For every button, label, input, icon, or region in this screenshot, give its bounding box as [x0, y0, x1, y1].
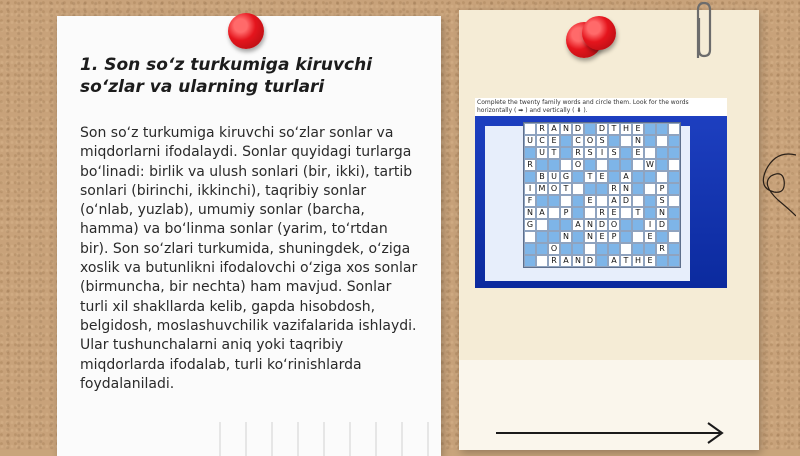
puzzle-cell — [632, 231, 644, 243]
puzzle-cell: C — [536, 135, 548, 147]
puzzle-cell — [572, 243, 584, 255]
puzzle-cell: D — [572, 123, 584, 135]
puzzle-cell — [560, 219, 572, 231]
puzzle-cell — [548, 207, 560, 219]
puzzle-cell: P — [656, 183, 668, 195]
puzzle-instructions: Complete the twenty family words and circle them. Look for the words horizontally ( ➡ ) and vertically ( ⬇ ). — [477, 99, 689, 114]
puzzle-cell: U — [524, 135, 536, 147]
puzzle-grid — [523, 122, 681, 268]
puzzle-cell: N — [560, 231, 572, 243]
puzzle-cell — [596, 243, 608, 255]
puzzle-cell — [584, 159, 596, 171]
puzzle-cell — [668, 123, 680, 135]
puzzle-cell: T — [584, 171, 596, 183]
puzzle-cell: U — [548, 171, 560, 183]
puzzle-cell: O — [584, 135, 596, 147]
puzzle-cell: N — [632, 135, 644, 147]
puzzle-cell — [524, 147, 536, 159]
puzzle-cell: S — [608, 147, 620, 159]
puzzle-cell: D — [596, 219, 608, 231]
puzzle-cell — [620, 135, 632, 147]
slide-title: 1. Son so‘z turkumiga kiruvchi so‘zlar va ularning turlari — [80, 55, 373, 97]
puzzle-cell — [524, 171, 536, 183]
puzzle-cell — [620, 147, 632, 159]
puzzle-cell — [644, 123, 656, 135]
puzzle-cell: G — [560, 171, 572, 183]
puzzle-cell — [560, 135, 572, 147]
puzzle-cell: B — [536, 171, 548, 183]
puzzle-cell: C — [572, 135, 584, 147]
puzzle-cell — [668, 219, 680, 231]
puzzle-cell — [656, 123, 668, 135]
puzzle-cell — [548, 219, 560, 231]
puzzle-cell: W — [644, 159, 656, 171]
puzzle-cell: A — [548, 123, 560, 135]
puzzle-cell: H — [632, 255, 644, 267]
puzzle-cell — [548, 159, 560, 171]
puzzle-cell: D — [656, 219, 668, 231]
puzzle-cell: R — [596, 207, 608, 219]
puzzle-cell: N — [656, 207, 668, 219]
puzzle-cell: O — [548, 243, 560, 255]
puzzle-cell — [524, 123, 536, 135]
puzzle-cell: A — [608, 195, 620, 207]
word-search-puzzle-image — [475, 98, 727, 288]
puzzle-cell: I — [644, 219, 656, 231]
puzzle-cell: A — [572, 219, 584, 231]
puzzle-cell — [572, 183, 584, 195]
puzzle-cell: N — [572, 255, 584, 267]
puzzle-cell — [536, 219, 548, 231]
puzzle-cell — [656, 147, 668, 159]
puzzle-cell — [668, 147, 680, 159]
puzzle-cell — [572, 195, 584, 207]
puzzle-cell — [596, 195, 608, 207]
puzzle-cell: E — [596, 171, 608, 183]
puzzle-cell: F — [524, 195, 536, 207]
puzzle-cell — [644, 195, 656, 207]
puzzle-cell — [536, 195, 548, 207]
puzzle-cell: E — [644, 231, 656, 243]
puzzle-cell: P — [560, 207, 572, 219]
puzzle-cell — [584, 243, 596, 255]
puzzle-cell — [656, 255, 668, 267]
puzzle-cell — [632, 183, 644, 195]
puzzle-cell: M — [536, 183, 548, 195]
puzzle-cell: O — [608, 219, 620, 231]
puzzle-cell — [632, 159, 644, 171]
puzzle-cell — [524, 243, 536, 255]
puzzle-cell: O — [572, 159, 584, 171]
puzzle-cell: E — [608, 207, 620, 219]
puzzle-cell — [644, 171, 656, 183]
puzzle-cell — [584, 123, 596, 135]
puzzle-cell — [536, 255, 548, 267]
puzzle-cell — [644, 207, 656, 219]
puzzle-cell: A — [608, 255, 620, 267]
red-pushpin-icon — [228, 13, 264, 49]
puzzle-cell — [596, 183, 608, 195]
puzzle-cell — [668, 255, 680, 267]
puzzle-cell — [620, 159, 632, 171]
puzzle-cell: E — [584, 195, 596, 207]
puzzle-cell — [644, 183, 656, 195]
paper-torn-edge — [207, 422, 441, 456]
puzzle-cell — [620, 243, 632, 255]
puzzle-cell: I — [524, 183, 536, 195]
puzzle-cell — [620, 231, 632, 243]
puzzle-cell — [668, 135, 680, 147]
puzzle-cell: R — [608, 183, 620, 195]
puzzle-cell — [560, 147, 572, 159]
puzzle-cell — [524, 255, 536, 267]
puzzle-cell — [644, 147, 656, 159]
puzzle-cell: T — [560, 183, 572, 195]
puzzle-cell: D — [620, 195, 632, 207]
puzzle-cell: E — [632, 147, 644, 159]
puzzle-cell: S — [584, 147, 596, 159]
puzzle-cell: S — [656, 195, 668, 207]
puzzle-cell — [608, 243, 620, 255]
puzzle-cell: R — [548, 255, 560, 267]
puzzle-cell — [560, 159, 572, 171]
puzzle-cell: E — [548, 135, 560, 147]
puzzle-cell — [656, 231, 668, 243]
puzzle-cell — [668, 195, 680, 207]
puzzle-cell — [656, 135, 668, 147]
puzzle-cell: N — [584, 231, 596, 243]
puzzle-cell — [620, 219, 632, 231]
puzzle-cell — [632, 171, 644, 183]
puzzle-cell: R — [536, 123, 548, 135]
puzzle-cell — [608, 171, 620, 183]
puzzle-cell: O — [548, 183, 560, 195]
puzzle-cell — [608, 159, 620, 171]
puzzle-cell — [572, 171, 584, 183]
puzzle-cell — [656, 171, 668, 183]
puzzle-cell — [596, 159, 608, 171]
puzzle-cell: P — [608, 231, 620, 243]
puzzle-cell — [560, 195, 572, 207]
puzzle-cell — [536, 231, 548, 243]
puzzle-cell: D — [596, 123, 608, 135]
puzzle-cell: T — [608, 123, 620, 135]
puzzle-cell — [632, 243, 644, 255]
puzzle-cell: E — [632, 123, 644, 135]
swirl-decoration-icon — [756, 150, 796, 220]
puzzle-cell — [560, 243, 572, 255]
puzzle-cell — [668, 207, 680, 219]
puzzle-cell — [572, 207, 584, 219]
puzzle-cell — [668, 171, 680, 183]
slide-body-text: Son so‘z turkumiga kiruvchi so‘zlar sonlar va miqdorlarni ifodalaydi. Sonlar quyidagi turlarga bo‘linadi: birlik va ulush sonlari (bir, ikki), tartib sonlari (birinchi, ikkinchi), taqribiy sonlar (o‘nlab, yuzlab), umumiy sonlar (barcha, hamma) va bo‘linma sonlar (yarim, to‘rtdan bir). Son so‘zlari turkumida, shuningdek, o‘ziga xoslik va butunlikni ifodalovchi o‘ziga xos sonlar (birmuncha, bir nechta) ham mavjud. Sonlar turli xil shakllarda kelib, gapda hisobdosh, belgidosh, moslashuvchilik vazifalarida ishlaydi. Ular tushunchalarni aniq yoki taqribiy miqdorlarda ifodalab, turli ko‘rinishlarda foydalaniladi. — [80, 125, 418, 392]
paper-clip-icon — [688, 0, 718, 62]
puzzle-cell — [584, 183, 596, 195]
puzzle-cell: N — [584, 219, 596, 231]
puzzle-cell — [608, 135, 620, 147]
puzzle-cell: I — [596, 147, 608, 159]
red-pushpin-icon — [582, 16, 616, 50]
puzzle-cell — [548, 195, 560, 207]
puzzle-cell — [524, 231, 536, 243]
puzzle-cell — [572, 231, 584, 243]
puzzle-cell — [656, 159, 668, 171]
puzzle-cell — [668, 159, 680, 171]
puzzle-cell — [596, 255, 608, 267]
puzzle-cell — [536, 159, 548, 171]
puzzle-cell: E — [596, 231, 608, 243]
puzzle-cell: U — [536, 147, 548, 159]
puzzle-cell — [644, 243, 656, 255]
right-arrow-icon — [494, 418, 726, 448]
puzzle-cell: T — [620, 255, 632, 267]
puzzle-cell: A — [536, 207, 548, 219]
puzzle-cell: T — [548, 147, 560, 159]
puzzle-cell: N — [524, 207, 536, 219]
puzzle-cell: R — [572, 147, 584, 159]
puzzle-cell: R — [524, 159, 536, 171]
puzzle-cell — [584, 207, 596, 219]
puzzle-cell: A — [620, 171, 632, 183]
puzzle-cell: H — [620, 123, 632, 135]
puzzle-cell: E — [644, 255, 656, 267]
puzzle-cell — [536, 243, 548, 255]
puzzle-cell: R — [656, 243, 668, 255]
puzzle-cell: T — [632, 207, 644, 219]
puzzle-cell — [668, 231, 680, 243]
puzzle-cell: N — [560, 123, 572, 135]
puzzle-cell: D — [584, 255, 596, 267]
puzzle-cell — [644, 135, 656, 147]
puzzle-cell: S — [596, 135, 608, 147]
puzzle-cell: A — [560, 255, 572, 267]
puzzle-cell: N — [620, 183, 632, 195]
puzzle-cell — [632, 219, 644, 231]
puzzle-cell — [668, 183, 680, 195]
puzzle-frame — [475, 116, 727, 288]
puzzle-cell — [548, 231, 560, 243]
puzzle-cell — [668, 243, 680, 255]
puzzle-cell — [620, 207, 632, 219]
puzzle-cell — [632, 195, 644, 207]
puzzle-cell: G — [524, 219, 536, 231]
